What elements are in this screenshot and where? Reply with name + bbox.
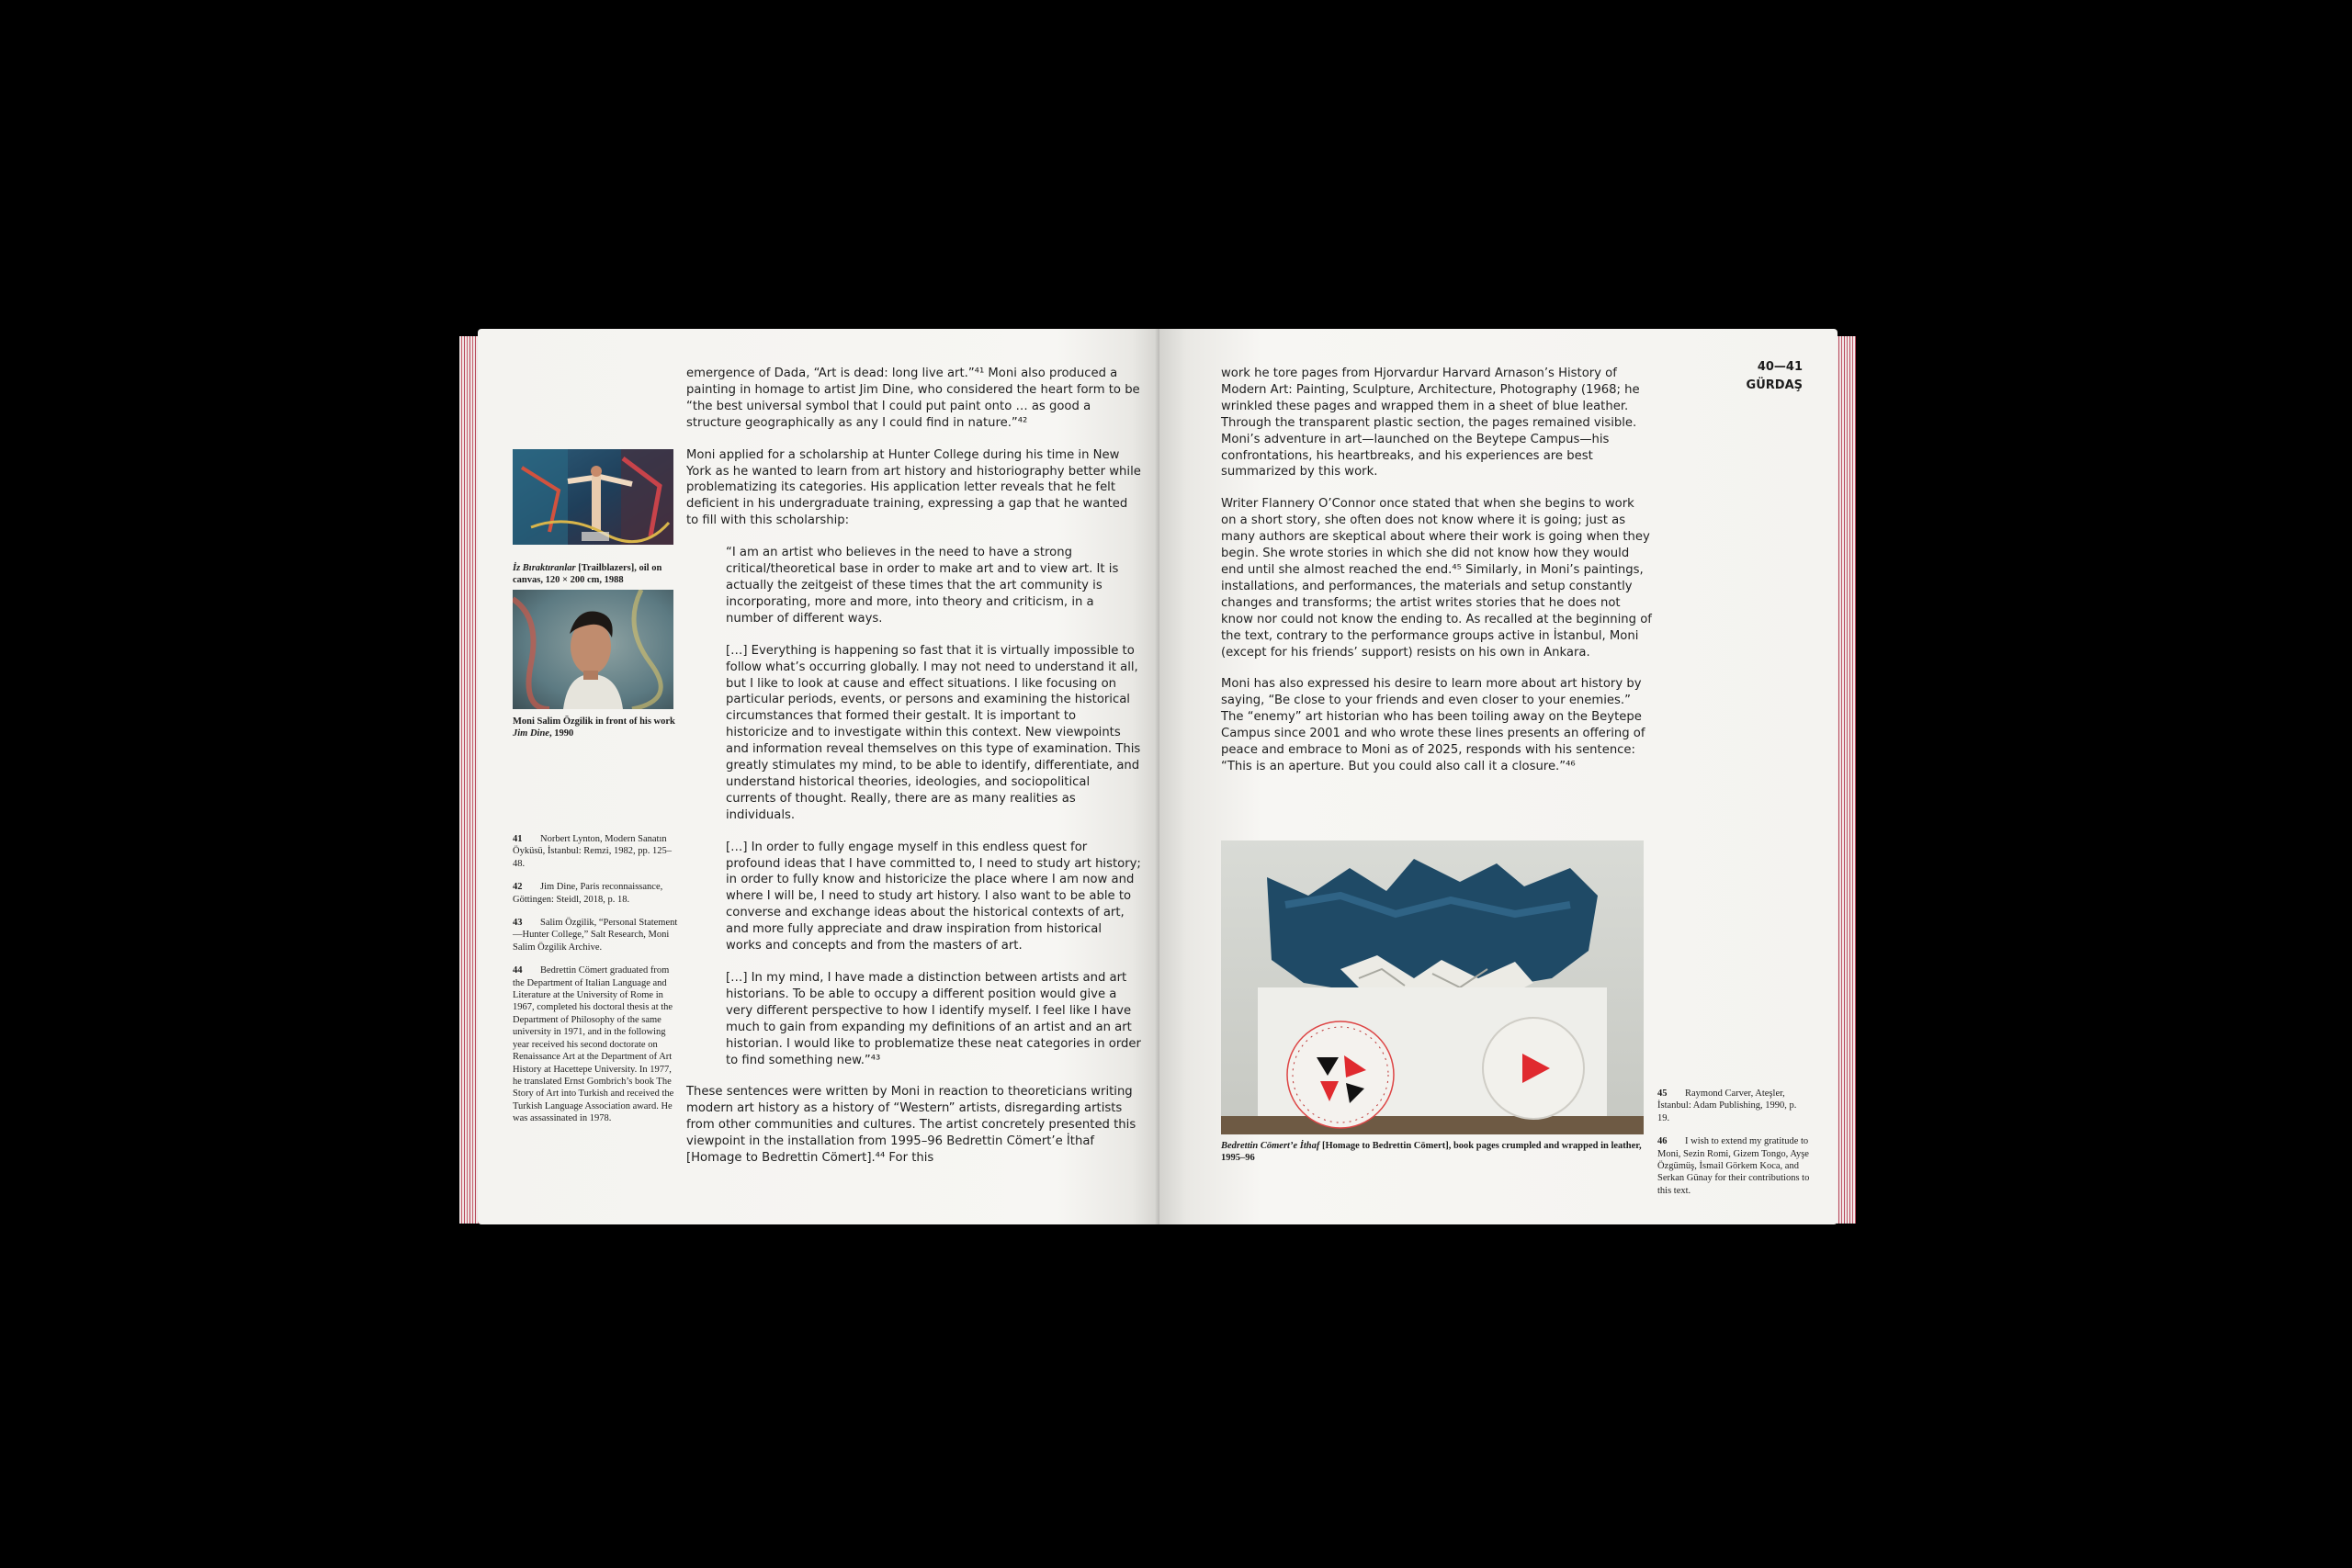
- caption-figure-2: Moni Salim Özgilik in front of his work Jim Dine, 1990: [513, 716, 675, 739]
- portrait-photo-image: [513, 590, 673, 709]
- footnote-45: 45 Raymond Carver, Ateşler, İstanbul: Adam Publishing, 1990, p. 19.: [1657, 1089, 1797, 1123]
- footnote-44: 44 Bedrettin Cömert graduated from the Department of Italian Language and Literature at the University of Rome in 1967, completed his doctoral thesis at the Department of Philosophy of the same university in 1971, and in the following year received his second doctorate on Renaissance Art at the Department of Art History at Hacettepe University. In 1977, he translated Ernst Gombrich’s book The Story of Art into Turkish and received the Turkish Language Association award. He was assassinated in 1978.: [513, 965, 674, 1124]
- painting-trailblazers-image: [513, 449, 673, 545]
- paragraph: work he tore pages from Hjorvardur Harvard Arnason’s History of Modern Art: Painting, Sculpture, Architecture, Photography (1968; he wrinkled these pages and wrapped them in a sheet of blue leather. Through the transparent plastic section, the pages remained visible. Moni’s adventure in art—launched on the Beytepe Campus—his confrontations, his heartbreaks, and his experiences are best summarized by this work.: [1221, 367, 1640, 479]
- portrait-illustration: [513, 590, 673, 709]
- footnote-42: 42 Jim Dine, Paris reconnaissance, Göttingen: Steidl, 2018, p. 18.: [513, 882, 663, 905]
- quote-paragraph: […] In my mind, I have made a distinction between artists and art historians. To be able to occupy a different position would give a very different perspective to how I identify myself. I feel like I have much to gain from expanding my definitions of an artist and an art historian. I would like to problematize these neat categories in order to find something new.”⁴³: [726, 971, 1141, 1067]
- quote-paragraph: […] Everything is happening so fast that it is virtually impossible to follow what’s occurring globally. I may not need to understand it all, but I like to look at cause and effect situations. I like focusing on particular periods, events, or persons and examining the historical circumstances that formed their gestalt. It is important to historicize and to investigate within this context. New viewpoints and information reveal themselves on this type of examination. This greatly stimulates my mind, to be able to identify, differentiate, and understand historical theories, ideologies, and sociopolitical currents of thought. Really, there are as many realities as individuals.: [726, 643, 1141, 822]
- painting-illustration: [513, 449, 673, 545]
- footnote-46: 46 I wish to extend my gratitude to Moni, Sezin Romi, Gizem Tongo, Ayşe Özgümüş, İsmail Görkem Koca, and Serkan Günay for their contributions to this text.: [1657, 1136, 1810, 1196]
- installation-photo-image: [1221, 840, 1644, 1134]
- paragraph: Moni applied for a scholarship at Hunter College during his time in New York as he wanted to learn from art history and historiography better while problematizing its categories. His application letter reveals that he felt deficient in his undergraduate training, expressing a gap that he wanted to fill with this scholarship:: [686, 447, 1141, 528]
- installation-illustration: [1221, 840, 1644, 1134]
- footnote-43: 43 Salim Özgilik, “Personal Statement—Hunter College,” Salt Research, Moni Salim Özgilik Archive.: [513, 918, 678, 953]
- left-footnotes: [513, 833, 678, 1136]
- block-quote: [686, 545, 1141, 1068]
- paragraph: emergence of Dada, “Art is dead: long live art.”⁴¹ Moni also produced a painting in homage to artist Jim Dine, who considered the heart form to be “the best universal symbol that I could put paint onto … as good a structure geographically as any I could find in nature.”⁴²: [686, 367, 1140, 430]
- page-numbers: 40—41: [1757, 360, 1803, 374]
- paragraph: Writer Flannery O’Connor once stated that when she begins to work on a short story, she often does not know where it is going; just as many authors are skeptical about where their work is going when they begin. She wrote stories in which she did not know how they would end until she almost reached the end.⁴⁵ Similarly, in Moni’s paintings, installations, and performances, the materials and setup constantly changes and transforms; the artist writes stories that he does not know nor could not know the ending to. As recalled at the beginning of the text, contrary to the performance groups active in İstanbul, Moni (except for his friends’ support) resists on his own in Ankara.: [1221, 497, 1652, 660]
- left-page: [478, 329, 1159, 1224]
- caption-figure-1: İz Bıraktıranlar [Trailblazers], oil on canvas, 120 × 200 cm, 1988: [513, 563, 662, 585]
- open-book: [459, 329, 1856, 1234]
- quote-paragraph: “I am an artist who believes in the need to have a strong critical/theoretical base in order to make art and to view art. It is actually the zeitgeist of these times that the art community is incorporating, more and more, into theory and criticism, in a number of different ways.: [726, 546, 1119, 626]
- quote-paragraph: […] In order to fully engage myself in this endless quest for profound ideas that I have committed to, I need to study art history; in order to fully know and historicize the place where I am now and where I will be, I need to study art history. I also want to be able to converse and exchange ideas about the historical contexts of art, and more fully appreciate and draw inspiration from historical works and concepts and from the masters of art.: [726, 840, 1141, 953]
- paragraph: These sentences were written by Moni in reaction to theoreticians writing modern art history as a history of “Western” artists, disregarding artists from other communities and cultures. The artist concretely presented this viewpoint in the installation from 1995–96 Bedrettin Cömert’e İthaf [Homage to Bedrettin Cömert].⁴⁴ For this: [686, 1085, 1136, 1166]
- left-body-text: [686, 366, 1141, 1182]
- footnote-41: 41 Norbert Lynton, Modern Sanatın Öyküsü, İstanbul: Remzi, 1982, pp. 125–48.: [513, 834, 672, 869]
- caption-figure-3: Bedrettin Cömert’e İthaf [Homage to Bedrettin Cömert], book pages crumpled and wrapped in leather, 1995–96: [1221, 1141, 1642, 1163]
- right-body-text: [1221, 366, 1653, 791]
- author-name: GÜRDAŞ: [1746, 378, 1803, 392]
- paragraph: Moni has also expressed his desire to learn more about art history by saying, “Be close to your friends and even closer to your enemies.” The “enemy” art historian who has been toiling away on the Beytepe Campus since 2001 and who wrote these lines presents an offering of peace and embrace to Moni as of 2025, responds with his sentence: “This is an aperture. But you could also call it a closure.”⁴⁶: [1221, 677, 1645, 773]
- running-head: [1674, 359, 1803, 394]
- right-footnotes: [1657, 1088, 1810, 1208]
- right-page: [1159, 329, 1838, 1224]
